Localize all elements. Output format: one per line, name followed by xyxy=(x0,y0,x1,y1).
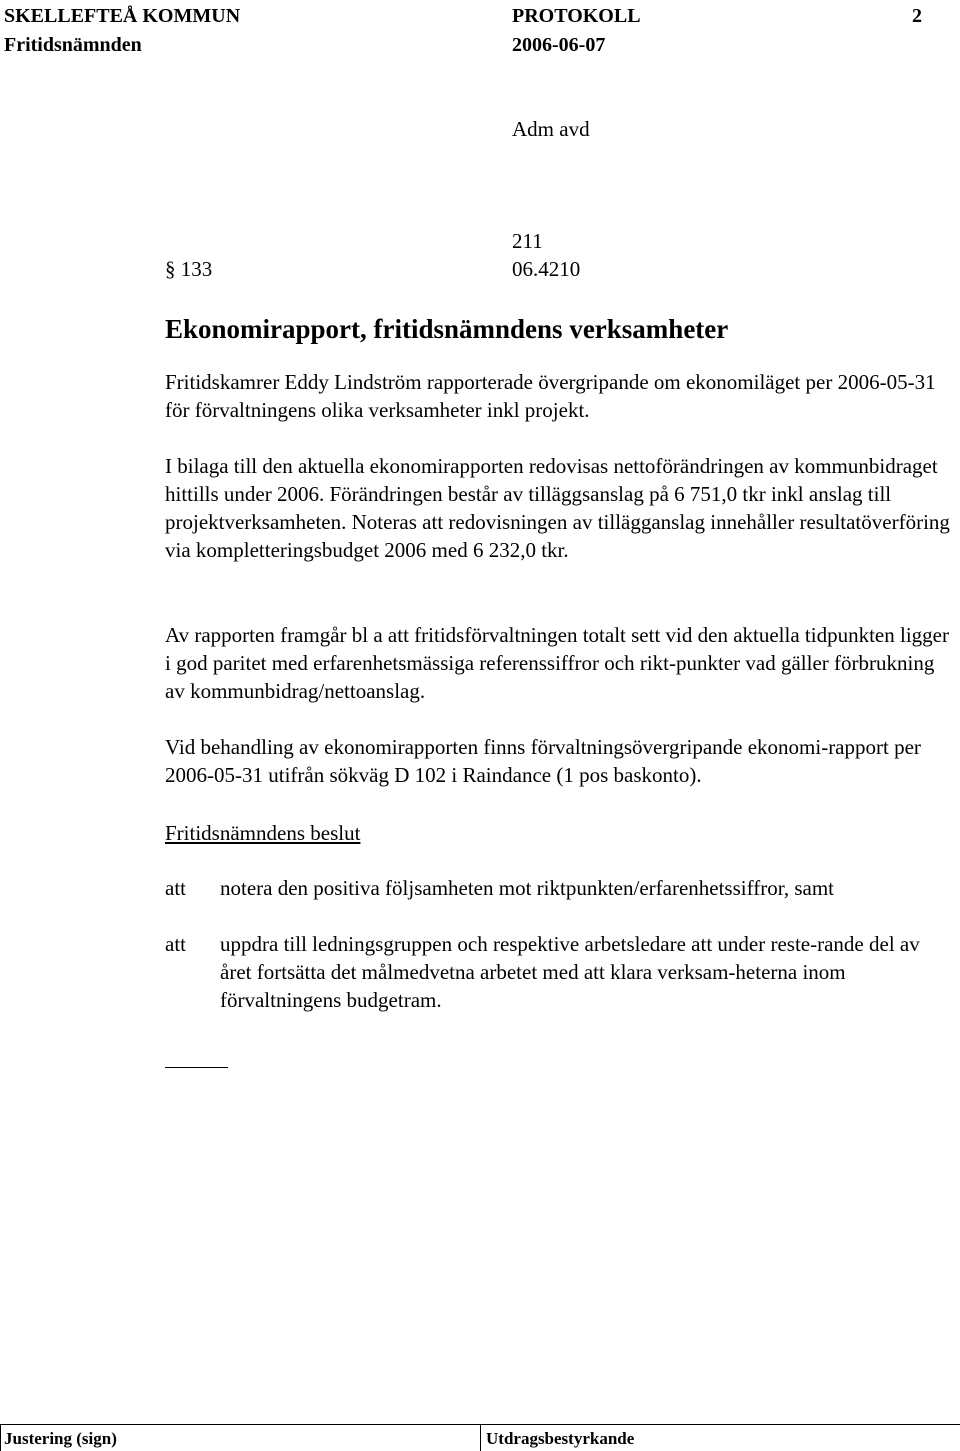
decision-item-text: uppdra till ledningsgruppen och respektive arbetsledare att under reste-rande del av året fortsätta det målmedvetna arbetet med att klara verksam-heterna inom förvaltningens budgetram. xyxy=(220,932,920,1012)
organization-name: SKELLEFTEÅ KOMMUN xyxy=(4,5,241,27)
footer-separator xyxy=(480,1424,481,1451)
document-type: PROTOKOLL xyxy=(512,5,641,27)
decision-heading: Fritidsnämndens beslut xyxy=(165,821,361,845)
paragraph-findings: Av rapporten framgår bl a att fritidsförvaltningen totalt sett vid den aktuella tidpunkten ligger i god paritet med erfarenhetsmässiga referenssiffror och rikt-punkter vad gäller förbrukning av kommunbidrag/nettoanslag. xyxy=(165,623,949,703)
document-title: Ekonomirapport, fritidsnämndens verksamheter xyxy=(165,314,729,344)
diary-number-line1: 211 xyxy=(512,229,543,253)
section-end-rule xyxy=(165,1067,228,1068)
decision-item-marker: att xyxy=(165,932,186,956)
paragraph-number: § 133 xyxy=(165,257,213,281)
justering-label: Justering (sign) xyxy=(4,1429,117,1448)
department-label: Adm avd xyxy=(512,117,590,141)
page-number: 2 xyxy=(912,5,922,27)
decision-item xyxy=(165,930,955,1014)
committee-name: Fritidsnämnden xyxy=(4,34,142,56)
decision-item-marker: att xyxy=(165,876,186,900)
diary-number-line2: 06.4210 xyxy=(512,257,581,281)
paragraph-appendix: I bilaga till den aktuella ekonomirapporten redovisas nettoförändringen av kommunbidraget hittills under 2006. Förändringen består av tilläggsanslag på 6 751,0 tkr inkl anslag till projektverksamheten. Noteras att redovisningen av tillägganslag innehåller resultatöverföring via kompletteringsbudget 2006 med 6 232,0 tkr. xyxy=(165,454,950,562)
utdragsbestyrkande-label: Utdragsbestyrkande xyxy=(486,1429,635,1448)
decision-item xyxy=(165,874,955,902)
paragraph-report-intro: Fritidskamrer Eddy Lindström rapporterade övergripande om ekonomiläget per 2006-05-31 för förvaltningens olika verksamheter inkl projekt. xyxy=(165,370,936,422)
decision-item-text: notera den positiva följsamheten mot riktpunkten/erfarenhetssiffror, samt xyxy=(220,876,835,900)
footer-separator xyxy=(0,1424,1,1451)
paragraph-processing: Vid behandling av ekonomirapporten finns förvaltningsövergripande ekonomi-rapport per 2006-05-31 utifrån sökväg D 102 i Raindance (1 pos baskonto). xyxy=(165,735,921,787)
meeting-date: 2006-06-07 xyxy=(512,34,606,56)
